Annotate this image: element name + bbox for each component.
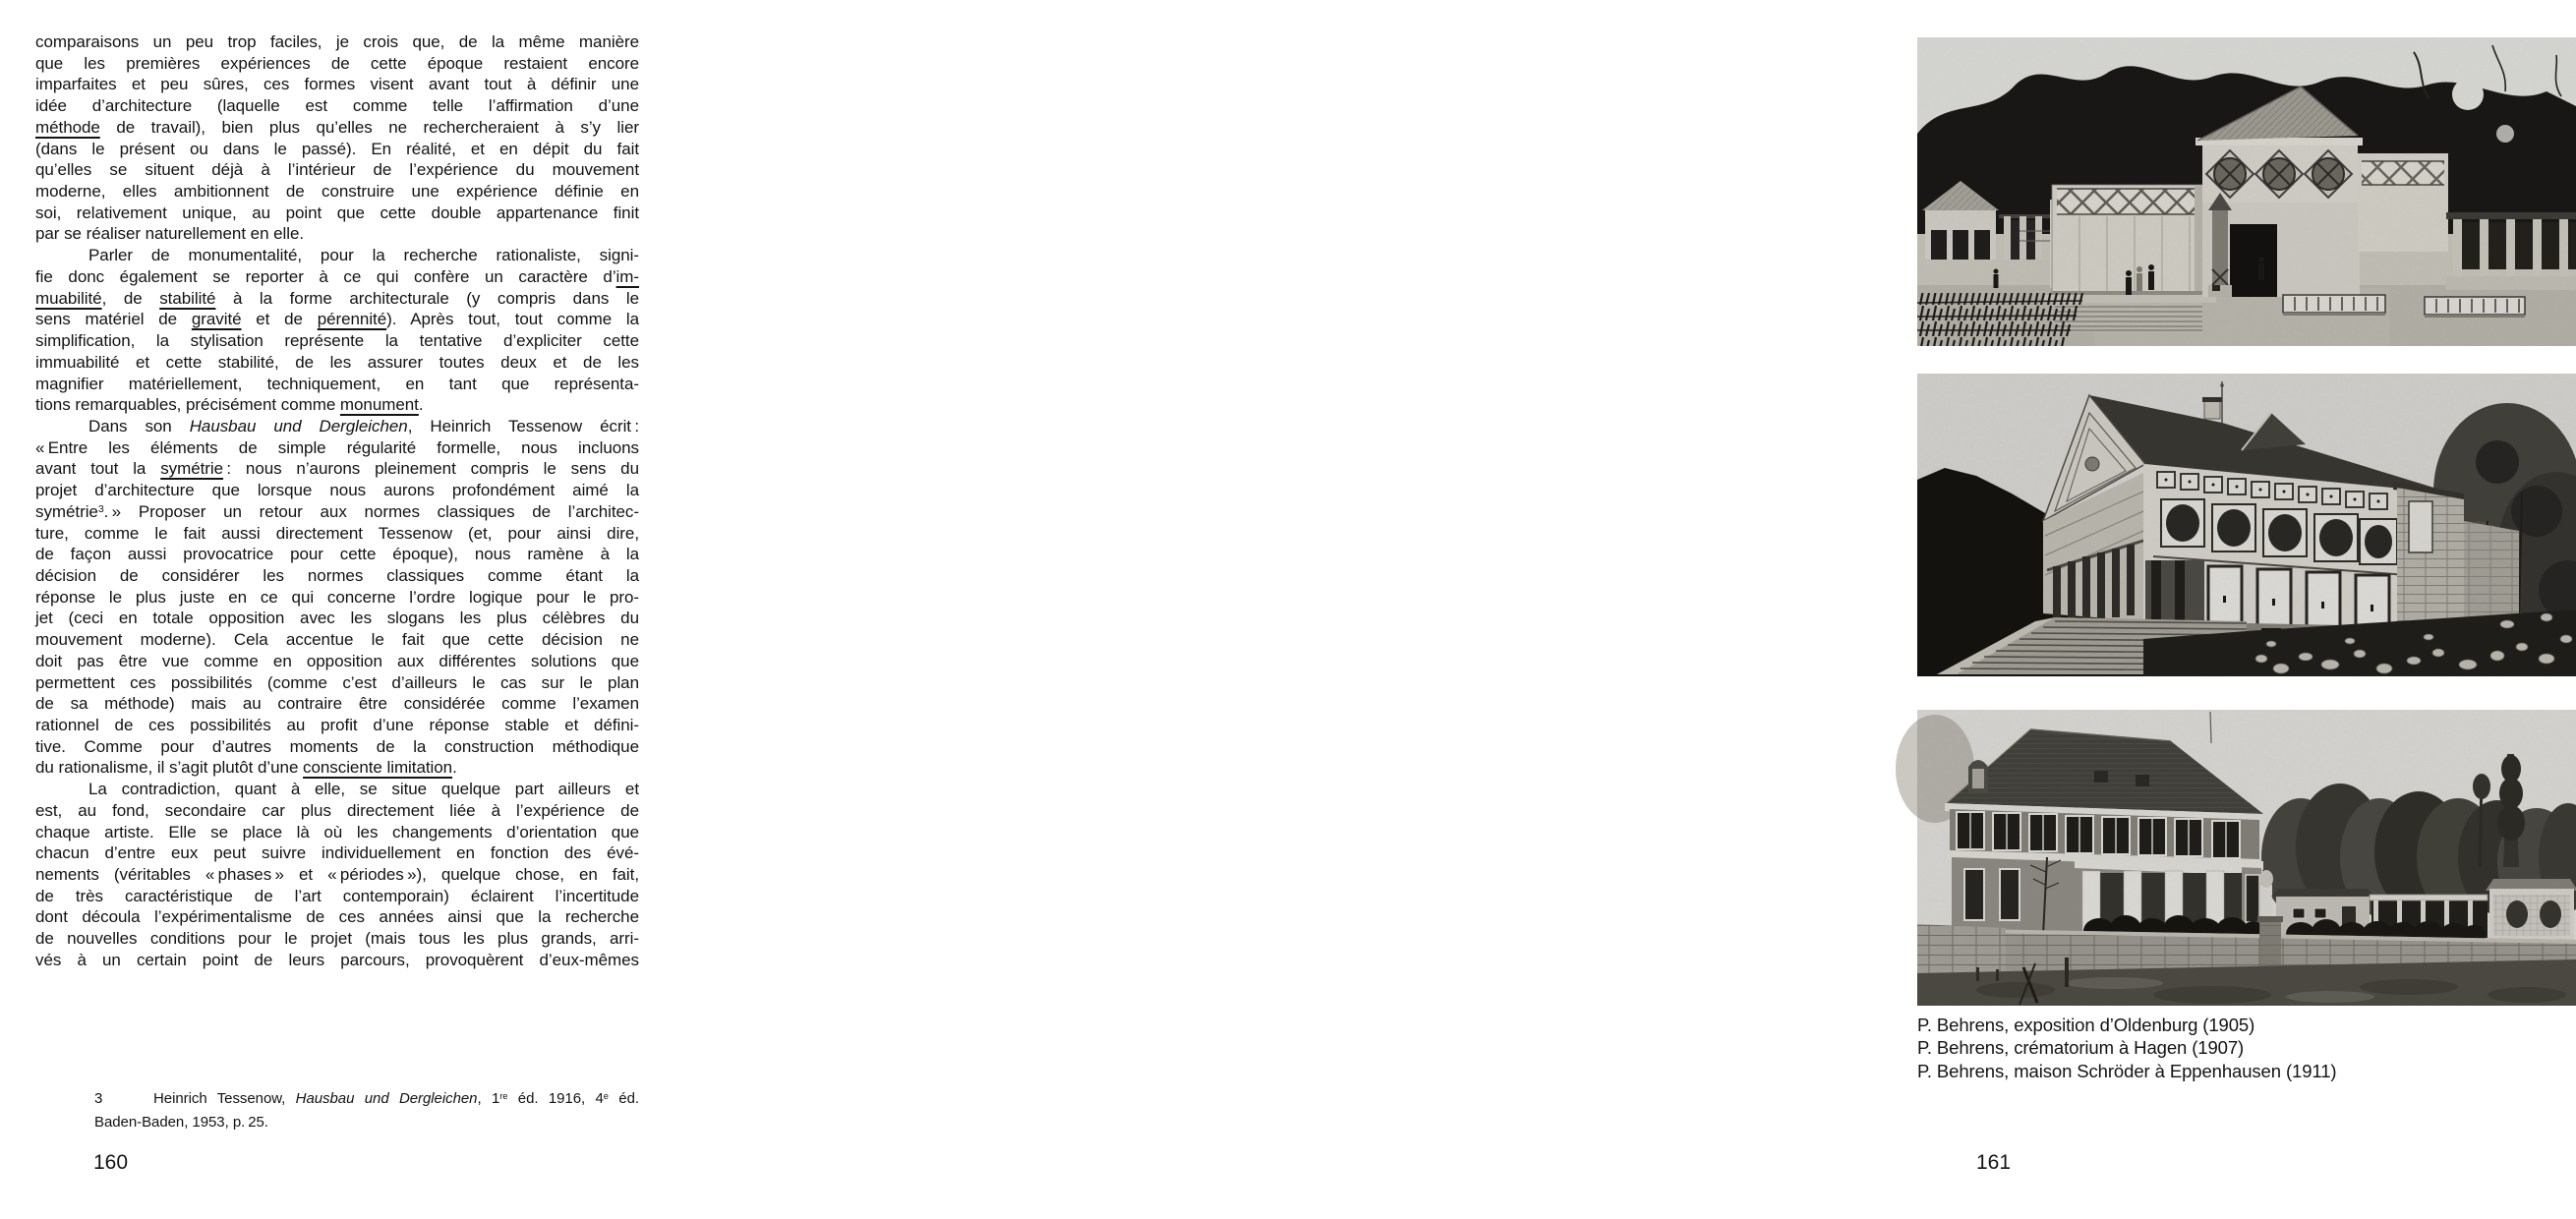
text-line: jet (ceci en totale opposition avec les slogans les plus célèbres du [35,609,639,628]
text-line: « Entre les éléments de simple régularité formelle, nous incluons [35,437,639,457]
text-line: de façon aussi provocatrice pour cette époque), nous ramène à la [35,545,639,564]
text-line: méthode de travail), bien plus qu’elles ne rechercheraient à s’y lier [35,117,639,137]
text-line: que les premières expériences de cette époque restaient encore [35,53,639,73]
text-line: simplification, la stylisation représente la tentative d’expliciter cette [35,331,639,351]
photo-schroder-house [1917,710,2576,1006]
text-line: chacun d’entre eux peut suivre individuellement en fonction des évé- [35,843,639,863]
text-line: comparaisons un peu trop faciles, je crois que, de la même manière [35,32,639,51]
text-line: tive. Comme pour d’autres moments de la construction méthodique [35,736,639,756]
text-line: magnifier matériellement, techniquement, en tant que représenta- [35,374,639,393]
text-line: de très caractéristique de l’art contemporain) éclairent l’incertitude [35,886,639,905]
photo-hagen-crematorium [1917,374,2576,676]
body-text-column [35,31,639,971]
text-line: de sa méthode) mais au contraire être considérée comme l’examen [35,694,639,714]
text-line: Parler de monumentalité, pour la recherche rationaliste, signi- [88,246,639,265]
text-line: vés à un certain point de leurs parcours, provoquèrent d’eux-mêmes [35,950,639,969]
text-line: nements (véritables « phases » et « périodes »), quelque chose, en fait, [35,865,639,885]
text-line: (dans le présent ou dans le passé). En réalité, et en dépit du fait [35,139,639,158]
photo-caption: P. Behrens, exposition d’Oldenburg (1905) [1917,1015,2255,1035]
text-line: La contradiction, quant à elle, se situe quelque part ailleurs et [88,780,639,799]
text-line: immuabilité et cette stabilité, de les assurer toutes deux et de les [35,352,639,372]
text-line: muabilité, de stabilité à la forme architecturale (y compris dans le [35,288,639,308]
text-line: tions remarquables, précisément comme monument. [35,395,424,415]
text-line: Dans son Hausbau und Dergleichen, Heinrich Tessenow écrit : [88,416,640,435]
text-line: avant tout la symétrie : nous n’aurons pleinement compris le sens du [35,459,639,479]
text-line: est, au fond, secondaire car plus directement liée à l’expérience de [35,800,639,820]
text-line: moderne, elles ambitionnent de construire une expérience définie en [35,182,639,202]
photo-caption: P. Behrens, maison Schröder à Eppenhausen (1911) [1917,1060,2337,1081]
page-left [0,0,871,1219]
text-line: doit pas être vue comme en opposition aux différentes solutions que [35,651,639,670]
photo-oldenburg-exposition [1917,37,2576,346]
text-line: rationnel de ces possibilités au profit d’une réponse stable et défini- [35,716,639,734]
page-number-right: 161 [1976,1151,2012,1174]
text-line: chaque artiste. Elle se place là où les changements d’orientation que [35,822,639,842]
text-line: de nouvelles conditions pour le projet (mais tous les plus grands, arri- [35,929,639,949]
text-line: ture, comme le fait aussi directement Tessenow (et, pour ainsi dire, [35,523,639,543]
photo-caption: P. Behrens, crématorium à Hagen (1907) [1917,1037,2245,1059]
text-line: mouvement moderne). Cela accentue le fait que cette décision ne [35,630,639,650]
text-line: du rationalisme, il s’agit plutôt d’une consciente limitation. [35,758,457,778]
footnote [94,1087,639,1133]
text-line: sens matériel de gravité et de pérennité). Après tout, tout comme la [35,310,639,329]
text-line: symétrie$^3$. » Proposer un retour aux normes classiques de l’architec- [35,501,639,521]
text-line: qu’elles se situent déjà à l’intérieur de l’expérience du mouvement [35,160,639,180]
text-line: permettent ces possibilités (comme c’est d’ailleurs le cas sur le plan [35,672,639,692]
text-line: dont découla l’expérimentalisme de ces années ainsi que la recherche [35,907,639,927]
page-right [871,0,2337,1219]
photo-captions [1917,1014,2468,1082]
text-line: réponse le plus juste en ce qui concerne l’ordre logique pour le pro- [35,587,639,607]
text-line: soi, relativement unique, au point que cette double appartenance finit [35,203,639,222]
text-line: idée d’architecture (laquelle est comme telle l’affirmation d’une [35,96,639,116]
text-line: imparfaites et peu sûres, ces formes visent avant tout à définir une [35,75,639,94]
footnote-line: Baden-Baden, 1953, p. 25. [94,1113,268,1131]
text-line: par se réaliser naturellement en elle. [35,224,305,244]
text-line: fie donc également se reporter à ce qui confère un caractère d’im- [35,266,639,286]
footnote-line: 3 Heinrich Tessenow, Hausbau und Dergleichen, 1re éd. 1916, 4e éd. [94,1090,639,1107]
text-line: projet d’architecture que lorsque nous aurons profondément aimé la [35,481,639,500]
text-line: décision de considérer les normes classiques comme étant la [35,565,639,585]
page-number-left: 160 [93,1151,129,1174]
